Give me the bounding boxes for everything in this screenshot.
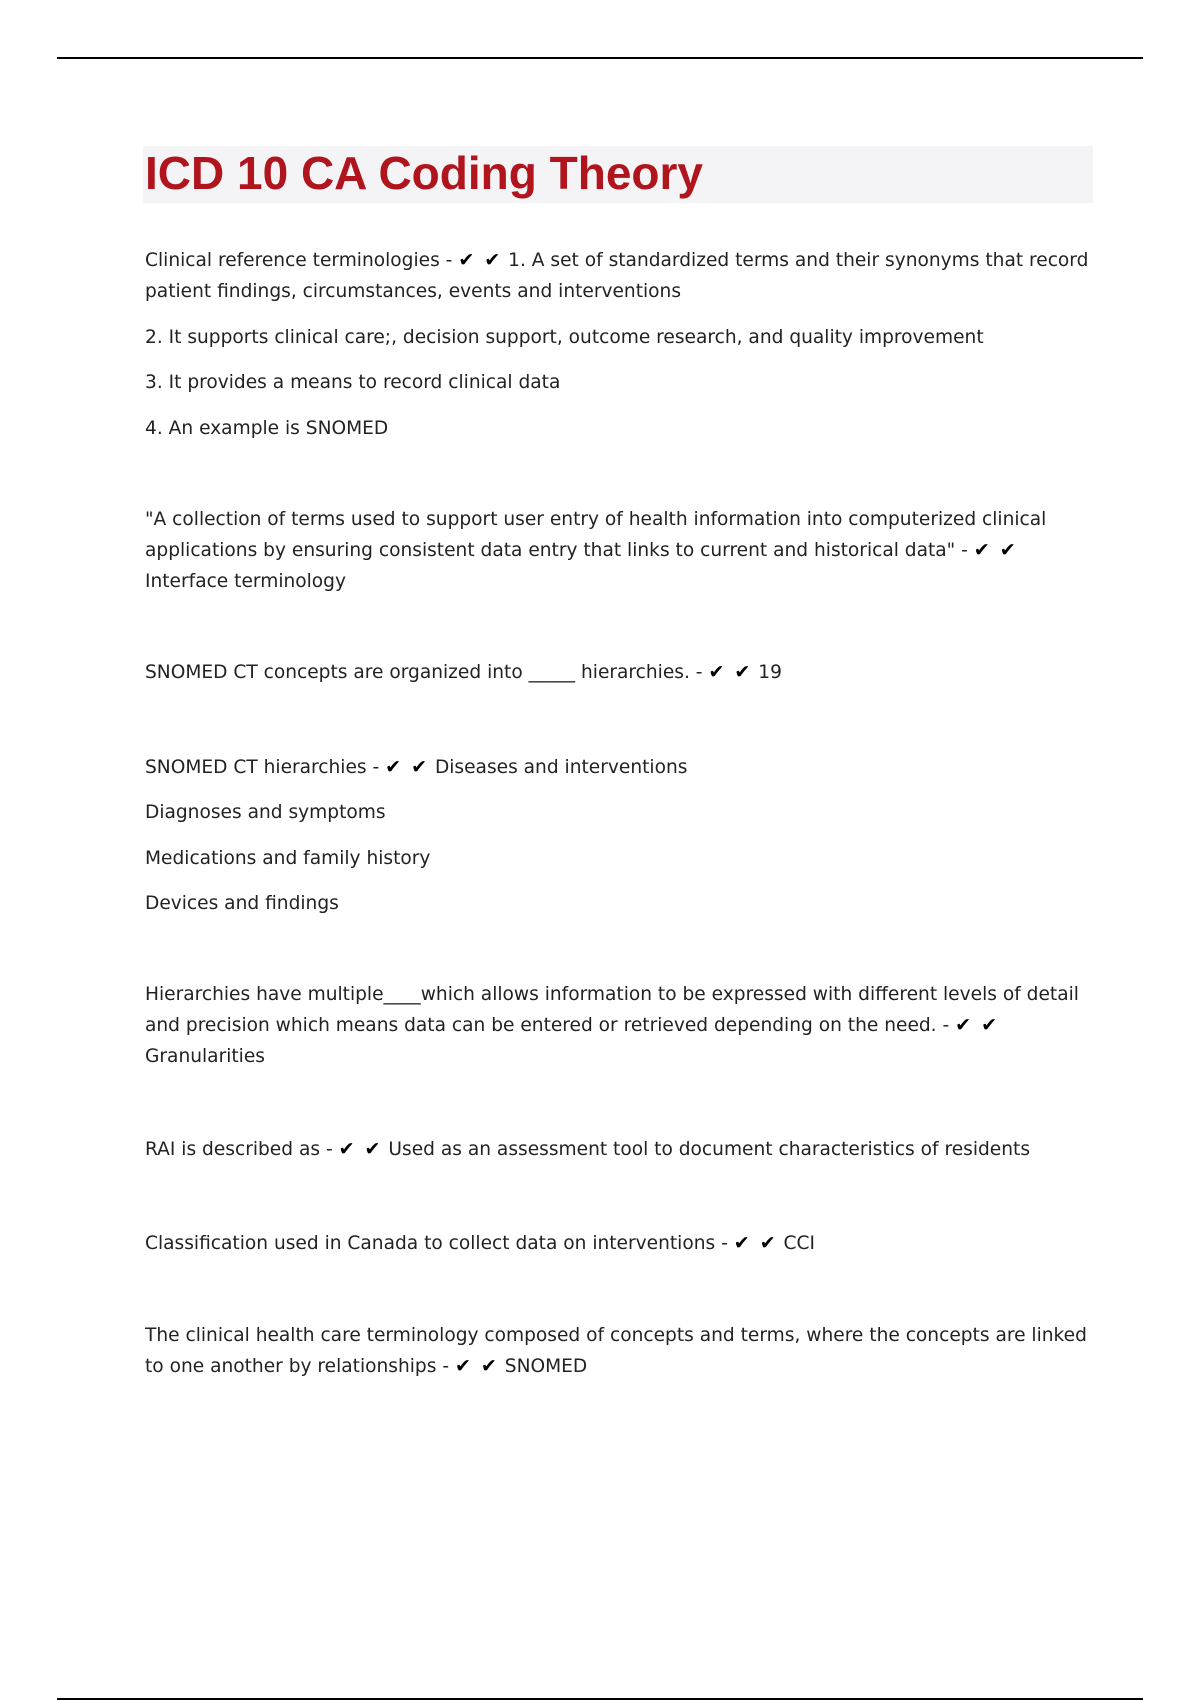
question-text: Classification used in Canada to collect data on interventions - [145, 1233, 728, 1254]
question-text: Hierarchies have multiple____which allows information to be expressed with different levels of detail and precision which means data can be entered or retrieved depending on the need. - [145, 984, 1079, 1036]
check-icon: ✔ ✔ [733, 1232, 778, 1254]
question-text: RAI is described as - [145, 1139, 333, 1160]
answer-text: Diseases and interventions [434, 757, 688, 778]
qa-item-granularities [145, 979, 1095, 1072]
question-text: "A collection of terms used to support user entry of health information into computerized clinical applications by ensuring consistent data entry that links to current and historical data" - [145, 509, 1047, 561]
check-icon: ✔ ✔ [385, 756, 430, 778]
qa-item-snomed-hierarchies-count [145, 657, 1095, 688]
answer-line: 3. It provides a means to record clinical data [145, 372, 561, 393]
answer-text: 1. A set of standardized terms and their synonyms that record patient findings, circumstances, events and interventions [145, 250, 1089, 302]
answer-line: Devices and findings [145, 893, 339, 914]
answer-line: Medications and family history [145, 848, 431, 869]
answer-text: CCI [783, 1233, 815, 1254]
qa-item-clinical-reference-terminologies [145, 245, 1095, 307]
page-title: ICD 10 CA Coding Theory [145, 147, 703, 199]
check-icon: ✔ ✔ [973, 539, 1018, 561]
check-icon: ✔ ✔ [458, 249, 503, 271]
check-icon: ✔ ✔ [955, 1014, 1000, 1036]
question-text: SNOMED CT hierarchies - [145, 757, 380, 778]
qa-item-rai [145, 1134, 1095, 1165]
qa-item-cci [145, 1228, 1095, 1259]
answer-text: SNOMED [504, 1356, 588, 1377]
qa-item-snomed-definition [145, 1320, 1095, 1382]
question-text: SNOMED CT concepts are organized into _____ hierarchies. - [145, 662, 703, 683]
answer-text: Interface terminology [145, 571, 346, 592]
answer-text: Granularities [145, 1046, 265, 1067]
qa-item-interface-terminology [145, 504, 1095, 597]
top-rule [57, 57, 1143, 59]
answer-line: Diagnoses and symptoms [145, 802, 386, 823]
answer-line: 4. An example is SNOMED [145, 418, 389, 439]
check-icon: ✔ ✔ [454, 1355, 499, 1377]
question-text: Clinical reference terminologies - [145, 250, 453, 271]
answer-text: 19 [758, 662, 782, 683]
check-icon: ✔ ✔ [338, 1138, 383, 1160]
answer-text: Used as an assessment tool to document characteristics of residents [388, 1139, 1031, 1160]
answer-line: 2. It supports clinical care;, decision support, outcome research, and quality improvement [145, 327, 984, 348]
question-text: The clinical health care terminology composed of concepts and terms, where the concepts are linked to one another by relationships - [145, 1325, 1087, 1377]
qa-item-snomed-hierarchies [145, 752, 1095, 783]
check-icon: ✔ ✔ [708, 661, 753, 683]
